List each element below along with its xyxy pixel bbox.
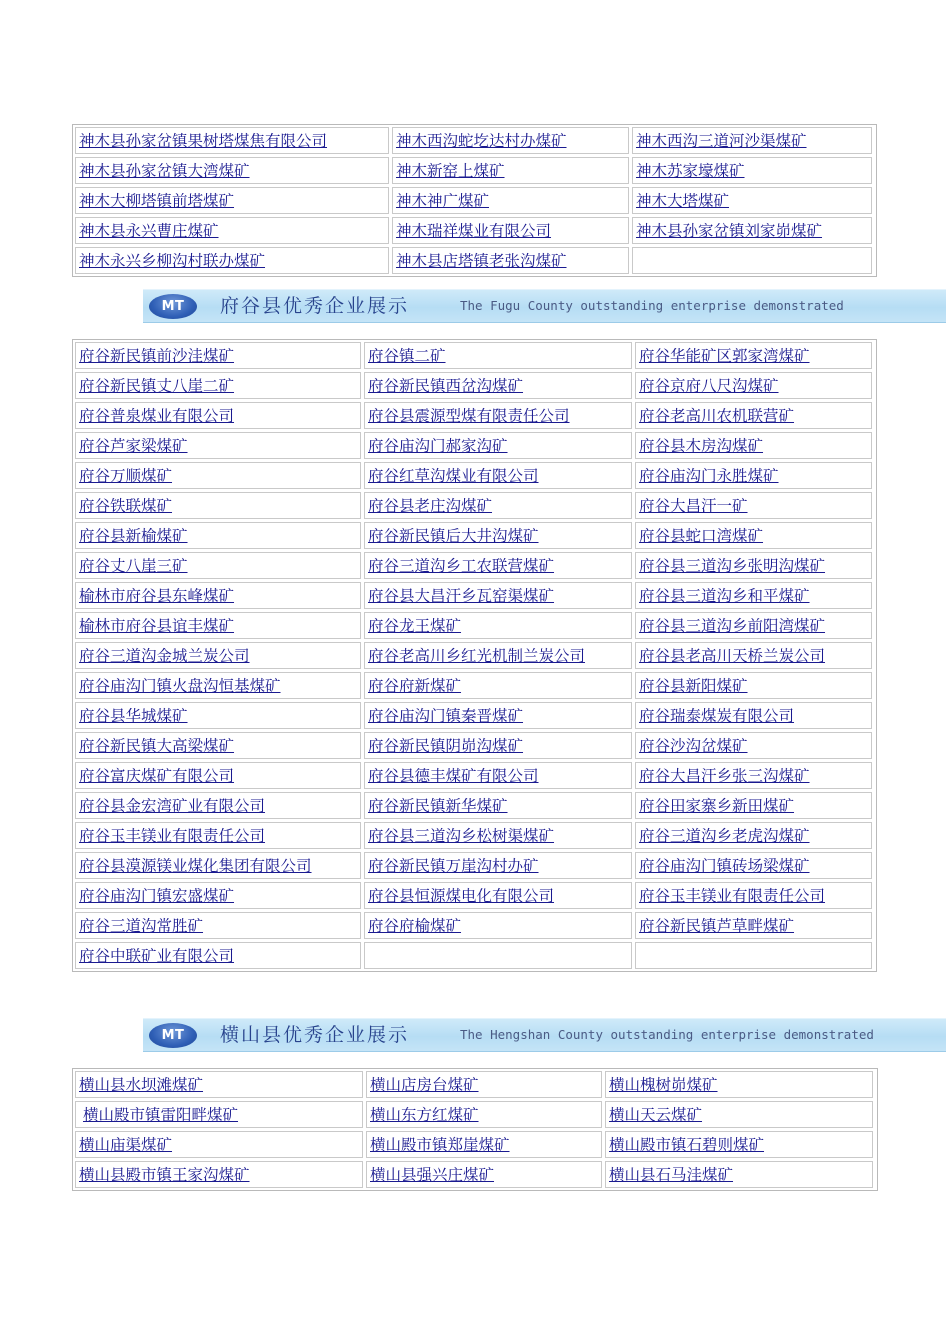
company-link[interactable]: 府谷庙沟门镇宏盛煤矿	[75, 882, 361, 909]
company-link[interactable]: 府谷县蛇口湾煤矿	[635, 522, 872, 549]
empty-cell	[364, 942, 632, 969]
company-link[interactable]: 府谷县三道沟乡前阳湾煤矿	[635, 612, 872, 639]
company-link[interactable]: 横山槐树峁煤矿	[605, 1071, 873, 1098]
company-link[interactable]: 府谷庙沟门郝家沟矿	[364, 432, 632, 459]
shenmu-company-table	[72, 124, 877, 277]
company-link[interactable]: 府谷新民镇阴峁沟煤矿	[364, 732, 632, 759]
company-link[interactable]: 神木县店塔镇老张沟煤矿	[392, 247, 629, 274]
company-link[interactable]: 府谷镇二矿	[364, 342, 632, 369]
company-link[interactable]: 府谷县金宏湾矿业有限公司	[75, 792, 361, 819]
company-link[interactable]: 府谷大昌汗乡张三沟煤矿	[635, 762, 872, 789]
hengshan-company-table	[72, 1068, 878, 1191]
company-link[interactable]: 府谷新民镇丈八崖二矿	[75, 372, 361, 399]
company-link[interactable]: 府谷富庆煤矿有限公司	[75, 762, 361, 789]
company-link[interactable]: 府谷三道沟金城兰炭公司	[75, 642, 361, 669]
company-link[interactable]: 神木神广煤矿	[392, 187, 629, 214]
company-link[interactable]: 神木大塔煤矿	[632, 187, 872, 214]
company-link[interactable]: 府谷三道沟乡工农联营煤矿	[364, 552, 632, 579]
company-link[interactable]: 神木苏家壕煤矿	[632, 157, 872, 184]
company-link[interactable]: 横山天云煤矿	[605, 1101, 873, 1128]
company-link[interactable]: 府谷京府八尺沟煤矿	[635, 372, 872, 399]
empty-cell	[635, 942, 872, 969]
company-link[interactable]: 横山殿市镇雷阳畔煤矿	[75, 1101, 363, 1128]
section-title: 府谷县优秀企业展示	[220, 295, 410, 317]
company-link[interactable]: 神木县孙家岔镇刘家峁煤矿	[632, 217, 872, 244]
company-link[interactable]: 府谷府榆煤矿	[364, 912, 632, 939]
company-link[interactable]: 府谷县老庄沟煤矿	[364, 492, 632, 519]
company-link[interactable]: 神木大柳塔镇前塔煤矿	[75, 187, 389, 214]
company-link[interactable]: 横山庙渠煤矿	[75, 1131, 363, 1158]
company-link[interactable]: 府谷老高川乡红光机制兰炭公司	[364, 642, 632, 669]
fugu-company-table	[72, 339, 877, 972]
company-link[interactable]: 横山县殿市镇王家沟煤矿	[75, 1161, 363, 1188]
company-link[interactable]: 府谷新民镇新华煤矿	[364, 792, 632, 819]
company-link[interactable]: 府谷玉丰镁业有限责任公司	[75, 822, 361, 849]
company-link[interactable]: 府谷普泉煤业有限公司	[75, 402, 361, 429]
company-link[interactable]: 府谷县漠源镁业煤化集团有限公司	[75, 852, 361, 879]
hengshan-section-banner	[143, 1018, 946, 1052]
section-subtitle: The Hengshan County outstanding enterprise demonstrated	[460, 1027, 874, 1042]
company-link[interactable]: 神木新窑上煤矿	[392, 157, 629, 184]
company-link[interactable]: 府谷沙沟岔煤矿	[635, 732, 872, 759]
company-link[interactable]: 横山县强兴庄煤矿	[366, 1161, 602, 1188]
company-link[interactable]: 府谷府新煤矿	[364, 672, 632, 699]
company-link[interactable]: 横山殿市镇郑崖煤矿	[366, 1131, 602, 1158]
company-link[interactable]: 神木西沟蛇圪达村办煤矿	[392, 127, 629, 154]
company-link[interactable]: 神木西沟三道河沙渠煤矿	[632, 127, 872, 154]
company-link[interactable]: 府谷县华城煤矿	[75, 702, 361, 729]
empty-cell	[632, 247, 872, 274]
company-link[interactable]: 府谷龙王煤矿	[364, 612, 632, 639]
company-link[interactable]: 府谷新民镇前沙洼煤矿	[75, 342, 361, 369]
company-link[interactable]: 府谷田家寨乡新田煤矿	[635, 792, 872, 819]
company-link[interactable]: 神木永兴乡柳沟村联办煤矿	[75, 247, 389, 274]
company-link[interactable]: 榆林市府谷县东峰煤矿	[75, 582, 361, 609]
company-link[interactable]: 府谷县德丰煤矿有限公司	[364, 762, 632, 789]
company-link[interactable]: 府谷新民镇后大井沟煤矿	[364, 522, 632, 549]
company-link[interactable]: 府谷庙沟门永胜煤矿	[635, 462, 872, 489]
company-link[interactable]: 府谷大昌汗一矿	[635, 492, 872, 519]
company-link[interactable]: 横山店房台煤矿	[366, 1071, 602, 1098]
section-title: 横山县优秀企业展示	[220, 1024, 410, 1046]
company-link[interactable]: 府谷县老高川天桥兰炭公司	[635, 642, 872, 669]
company-link[interactable]: 府谷老高川农机联营矿	[635, 402, 872, 429]
company-link[interactable]: 府谷铁联煤矿	[75, 492, 361, 519]
mt-logo: MT	[149, 1023, 197, 1048]
company-link[interactable]: 府谷县三道沟乡松树渠煤矿	[364, 822, 632, 849]
company-link[interactable]: 府谷县三道沟乡张明沟煤矿	[635, 552, 872, 579]
company-link[interactable]: 府谷瑞泰煤炭有限公司	[635, 702, 872, 729]
company-link[interactable]: 府谷县新榆煤矿	[75, 522, 361, 549]
company-link[interactable]: 府谷庙沟门镇秦晋煤矿	[364, 702, 632, 729]
fugu-section-banner	[143, 289, 946, 323]
company-link[interactable]: 神木县永兴曹庄煤矿	[75, 217, 389, 244]
company-link[interactable]: 府谷县恒源煤电化有限公司	[364, 882, 632, 909]
company-link[interactable]: 榆林市府谷县谊丰煤矿	[75, 612, 361, 639]
mt-logo: MT	[149, 294, 197, 319]
company-link[interactable]: 府谷县新阳煤矿	[635, 672, 872, 699]
company-link[interactable]: 横山东方红煤矿	[366, 1101, 602, 1128]
company-link[interactable]: 神木县孙家岔镇果树塔煤焦有限公司	[75, 127, 389, 154]
company-link[interactable]: 府谷新民镇芦草畔煤矿	[635, 912, 872, 939]
company-link[interactable]: 府谷县大昌汗乡瓦窑渠煤矿	[364, 582, 632, 609]
company-link[interactable]: 府谷县震源型煤有限责任公司	[364, 402, 632, 429]
company-link[interactable]: 横山县石马洼煤矿	[605, 1161, 873, 1188]
company-link[interactable]: 府谷华能矿区郭家湾煤矿	[635, 342, 872, 369]
company-link[interactable]: 府谷芦家梁煤矿	[75, 432, 361, 459]
company-link[interactable]: 府谷庙沟门镇砖场梁煤矿	[635, 852, 872, 879]
company-link[interactable]: 府谷新民镇万崖沟村办矿	[364, 852, 632, 879]
company-link[interactable]: 府谷红草沟煤业有限公司	[364, 462, 632, 489]
company-link[interactable]: 府谷县三道沟乡和平煤矿	[635, 582, 872, 609]
section-subtitle: The Fugu County outstanding enterprise demonstrated	[460, 298, 844, 313]
company-link[interactable]: 府谷三道沟常胜矿	[75, 912, 361, 939]
company-link[interactable]: 神木县孙家岔镇大湾煤矿	[75, 157, 389, 184]
company-link[interactable]: 府谷万顺煤矿	[75, 462, 361, 489]
company-link[interactable]: 府谷新民镇大高梁煤矿	[75, 732, 361, 759]
company-link[interactable]: 府谷丈八崖三矿	[75, 552, 361, 579]
company-link[interactable]: 府谷新民镇西岔沟煤矿	[364, 372, 632, 399]
company-link[interactable]: 横山县水坝滩煤矿	[75, 1071, 363, 1098]
company-link[interactable]: 神木瑞祥煤业有限公司	[392, 217, 629, 244]
company-link[interactable]: 府谷玉丰镁业有限责任公司	[635, 882, 872, 909]
company-link[interactable]: 府谷庙沟门镇火盘沟恒基煤矿	[75, 672, 361, 699]
company-link[interactable]: 横山殿市镇石碧则煤矿	[605, 1131, 873, 1158]
company-link[interactable]: 府谷中联矿业有限公司	[75, 942, 361, 969]
company-link[interactable]: 府谷县木房沟煤矿	[635, 432, 872, 459]
company-link[interactable]: 府谷三道沟乡老虎沟煤矿	[635, 822, 872, 849]
